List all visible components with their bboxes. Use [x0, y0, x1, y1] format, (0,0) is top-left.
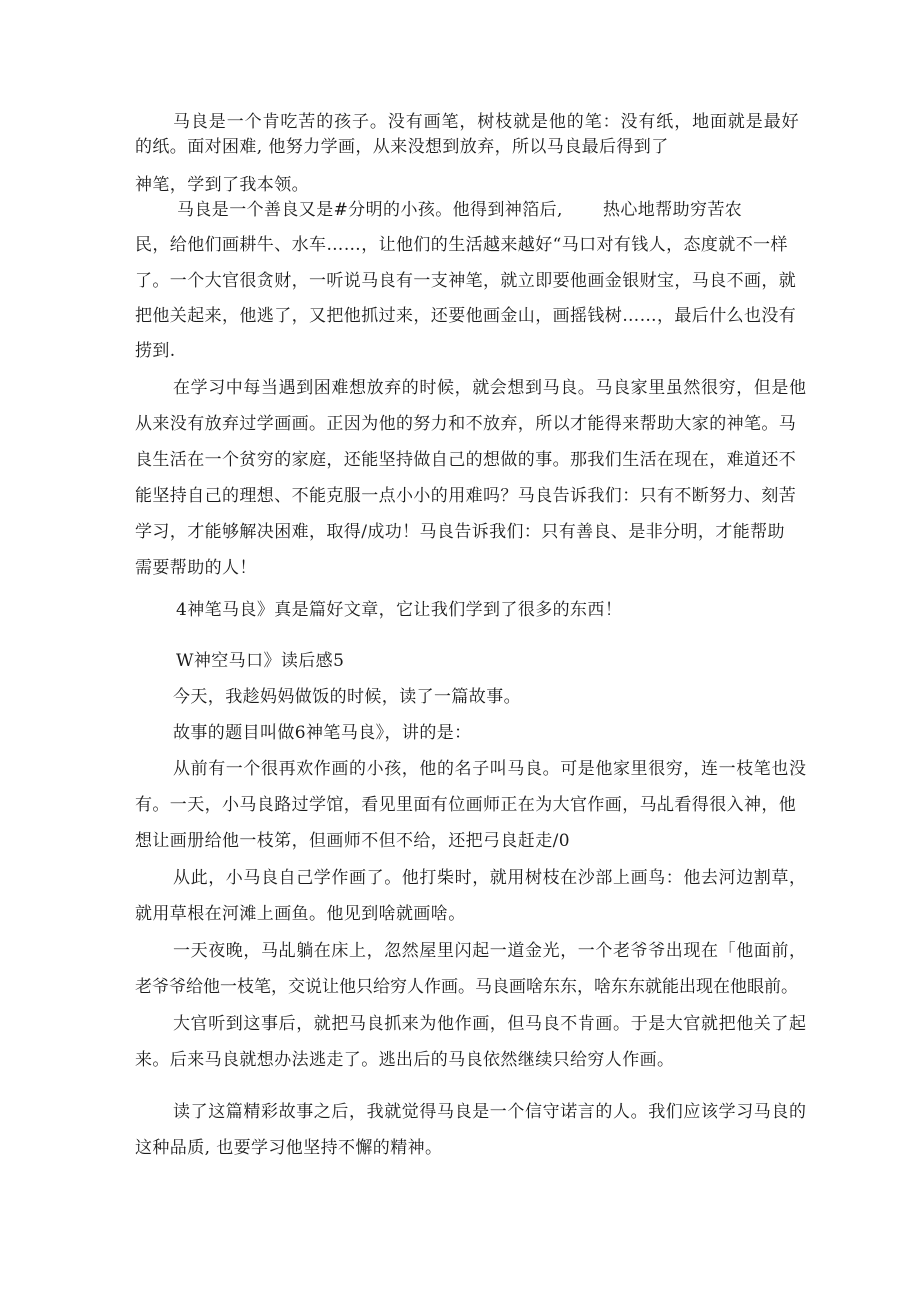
- closing-paragraph-line-1: 读了这篇精彩故事之后，我就觉得马良是一个信守诺言的人。我们应该学习马良的: [173, 1102, 807, 1122]
- paragraph-2-line-2: 民，给他们画耕牛、水车……，让他们的生活越来越好“马口对有钱人，态度就不一样: [135, 235, 788, 255]
- paragraph-2-line-1b: 热心地帮助穷苦农: [603, 200, 743, 220]
- paragraph-3-line-2: 从来没有放弃过学画画。正因为他的努力和不放弃，所以才能得来帮助大家的神笔。马: [135, 414, 797, 434]
- story-paragraph-1-line-2: 有。一天，小马良路过学馆，看见里面有位画师正在为大官作画，马乩看得很入神，他: [135, 795, 797, 815]
- paragraph-2-line-1a: 马良是一个善良又是#分明的小孩。他得到神箔后,: [177, 200, 563, 220]
- paragraph-2-line-4: 把他关起来，他逃了，又把他抓过来，还要他画金山，画摇钱树……，最后什么也没有: [135, 306, 797, 326]
- story-paragraph-4-line-1: 大官听到这事后，就把马良抓来为他作画，但马良不肯画。于是大官就把他关了起: [173, 1014, 807, 1034]
- story-line-1: 今天，我趁妈妈做饭的时候，读了一篇故事。: [173, 687, 521, 707]
- paragraph-4-line-1: 4神笔马良》真是篇好文章，它让我们学到了很多的东西！: [176, 600, 623, 620]
- story-paragraph-1-line-3: 想让画册给他一枝笫，但画师不但不给，还把弓良赶走/0: [135, 831, 570, 851]
- paragraph-1-line-1: 马良是一个肯吃苦的孩子。没有画笔，树枝就是他的笔：没有纸，地面就是最好: [173, 112, 800, 132]
- paragraph-2-line-3: 了。一个大官很贪财，一听说马良有一支神笔，就立即要他画金银财宝，马良不画，就: [135, 271, 797, 291]
- paragraph-3-line-4: 能坚持自己的理想、不能克服一点小小的用难吗？马良告诉我们：只有不断努力、刻苦: [135, 486, 797, 506]
- paragraph-1-line-3: 神笔，学到了我本领。: [135, 175, 309, 195]
- story-paragraph-3-line-2: 老爷爷给他一枝笔，交说让他只给穷人作画。马良画啥东东，啥东东就能出现在他眼前。: [135, 977, 798, 997]
- closing-paragraph-line-2: 这种品质, 也要学习他坚持不懈的精神。: [135, 1138, 443, 1158]
- paragraph-3-line-1: 在学习中每当遇到困难想放弃的时候，就会想到马良。马良家里虽然很穷，但是他: [173, 378, 807, 398]
- paragraph-3-line-6: 需要帮助的人！: [135, 558, 257, 578]
- story-paragraph-2-line-1: 从此，小马良自己学作画了。他打柴时，就用树枝在沙部上画鸟：他去河边割草，: [173, 868, 807, 888]
- story-paragraph-3-line-1: 一天夜晚，马乩躺在床上，忽然屋里闪起一道金光，一个老爷爷出现在「他面前，: [173, 941, 807, 961]
- paragraph-3-line-5: 学习，才能够解决困难，取得/成功！马良告诉我们：只有善良、是非分明，才能帮助: [135, 522, 785, 542]
- story-line-2: 故事的题目叫做6神笔马良》，讲的是：: [173, 723, 472, 743]
- paragraph-3-line-3: 良生活在一个贫穷的家庭，还能坚持做自己的想做的事。那我们生活在现在，难道还不: [135, 450, 797, 470]
- story-paragraph-4-line-2: 来。后来马良就想办法逃走了。逃出后的马良依然继续只给穷人作画。: [135, 1050, 675, 1070]
- story-paragraph-1-line-1: 从前有一个很再欢作画的小孩，他的名子叫马良。可是他家里很穷，连一枝笔也没: [173, 759, 807, 779]
- paragraph-1-line-2: 的纸。面对困难, 他努力学画，从来没想到放弃，所以马良最后得到了: [135, 137, 669, 157]
- story-paragraph-2-line-2: 就用草根在河滩上画鱼。他见到啥就画啥。: [135, 904, 466, 924]
- section-heading: W神空马口》读后感5: [176, 651, 345, 671]
- paragraph-2-line-5: 捞到.: [135, 341, 176, 361]
